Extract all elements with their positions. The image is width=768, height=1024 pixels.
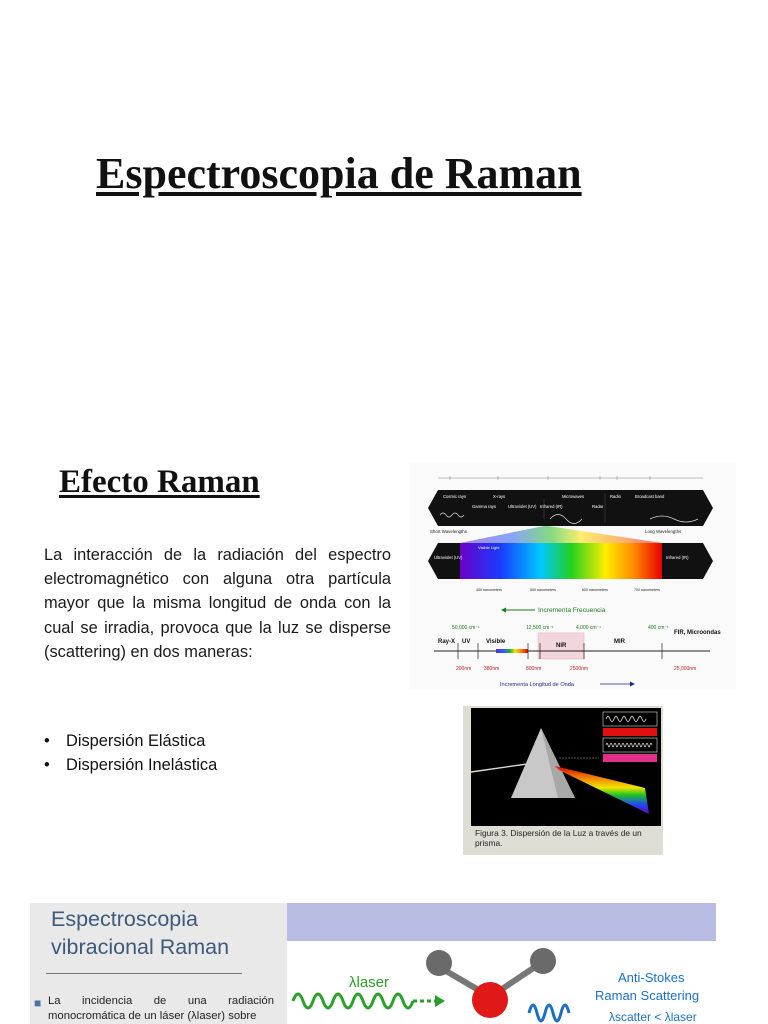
band-label: Infrared (IR) [540, 504, 563, 509]
red-wave-box [603, 728, 657, 736]
page-title: Espectroscopia de Raman [96, 149, 582, 198]
nm-label: 600 nanometers [582, 588, 608, 592]
visible-strip [496, 649, 528, 653]
scattering-list [44, 729, 217, 777]
wavelength-value: 25,000nm [674, 666, 697, 672]
band-label: Radar [592, 504, 604, 509]
region-label: MIR [614, 639, 625, 645]
band-label: Radio [610, 494, 621, 499]
band-label: Microwaves [562, 494, 585, 499]
section-heading: Efecto Raman [59, 464, 260, 500]
list-item [44, 753, 217, 777]
band-label: Gamma rays [472, 504, 496, 509]
band-label: X-rays [493, 494, 506, 499]
list-item-label: Dispersión Inelástica [66, 756, 218, 774]
intro-paragraph: La interacción de la radiación del espectro electromagnético con alguna otra partícula mayor que la misma longitud de onda con la cual se irradia, provoca que la luz se disperse (scattering) en dos maneras: [44, 546, 391, 661]
wavenumber-label: 400 cm⁻¹ [648, 625, 669, 631]
wavelength-value: 2500nm [570, 666, 589, 672]
wavelength-value: 800nm [526, 666, 542, 672]
atom-right [530, 948, 556, 974]
visible-label: Visible Light [478, 545, 500, 550]
region-label: NIR [556, 643, 567, 649]
violet-wave-box [603, 754, 657, 762]
region-label: UV [462, 639, 471, 645]
nm-label: 500 nanometers [530, 588, 556, 592]
prism-caption: Figura 3. Dispersión de la Luz a través de un prisma. [475, 828, 642, 848]
atom-left [426, 950, 452, 976]
wavelength-increase-label: Incrementa Longitud de Onda [500, 682, 575, 688]
ir-label: Infrared (IR) [666, 555, 689, 560]
raman-scattering-label: Raman Scattering [595, 988, 700, 1003]
list-item [44, 729, 217, 753]
region-label: Visible [486, 639, 506, 645]
slide-bullet-icon: ■ [34, 996, 42, 1010]
slide-text: La incidencia de una radiación monocromática de un láser (λlaser) sobre [48, 995, 274, 1022]
region-label: FIR, Microondas [674, 630, 721, 636]
raman-slide [30, 903, 716, 1024]
laser-label: λlaser [349, 974, 390, 991]
prism-dispersion-figure [463, 706, 663, 855]
band-label: Broadcast band [635, 494, 665, 499]
wavenumber-label: 12,500 cm⁻¹ [526, 625, 554, 631]
wavenumber-label: 50,000 cm⁻¹ [452, 625, 480, 631]
wavelength-value: 200nm [456, 666, 472, 672]
anti-stokes-label: Anti-Stokes [618, 970, 685, 985]
nm-label: 700 nanometers [634, 588, 660, 592]
slide-divider [46, 973, 242, 974]
band-label: Ultraviolet (UV) [508, 504, 537, 509]
slide-title: Espectroscopia vibracional Raman [51, 907, 230, 959]
nm-label: 400 nanometers [476, 588, 502, 592]
wavelength-value: 380nm [484, 666, 500, 672]
frequency-label: Incrementa Frecuencia [538, 607, 606, 614]
long-wavelength-label: Long Wavelengths [645, 529, 682, 534]
uv-label: Ultraviolet (UV) [434, 555, 463, 560]
electromagnetic-spectrum-figure [410, 463, 736, 689]
band-label: Cosmic rays [443, 494, 467, 499]
incident-wave [293, 994, 413, 1008]
region-label: Ray-X [438, 639, 456, 645]
list-item-label: Dispersión Elástica [66, 732, 206, 750]
wavelength-inequality: λscatter < λlaser [609, 1010, 697, 1024]
scattered-wave [529, 1005, 569, 1021]
atom-center [472, 982, 508, 1018]
short-wavelength-label: Short Wavelengths [430, 529, 467, 534]
wavenumber-label: 4,000 cm⁻¹ [576, 625, 601, 631]
